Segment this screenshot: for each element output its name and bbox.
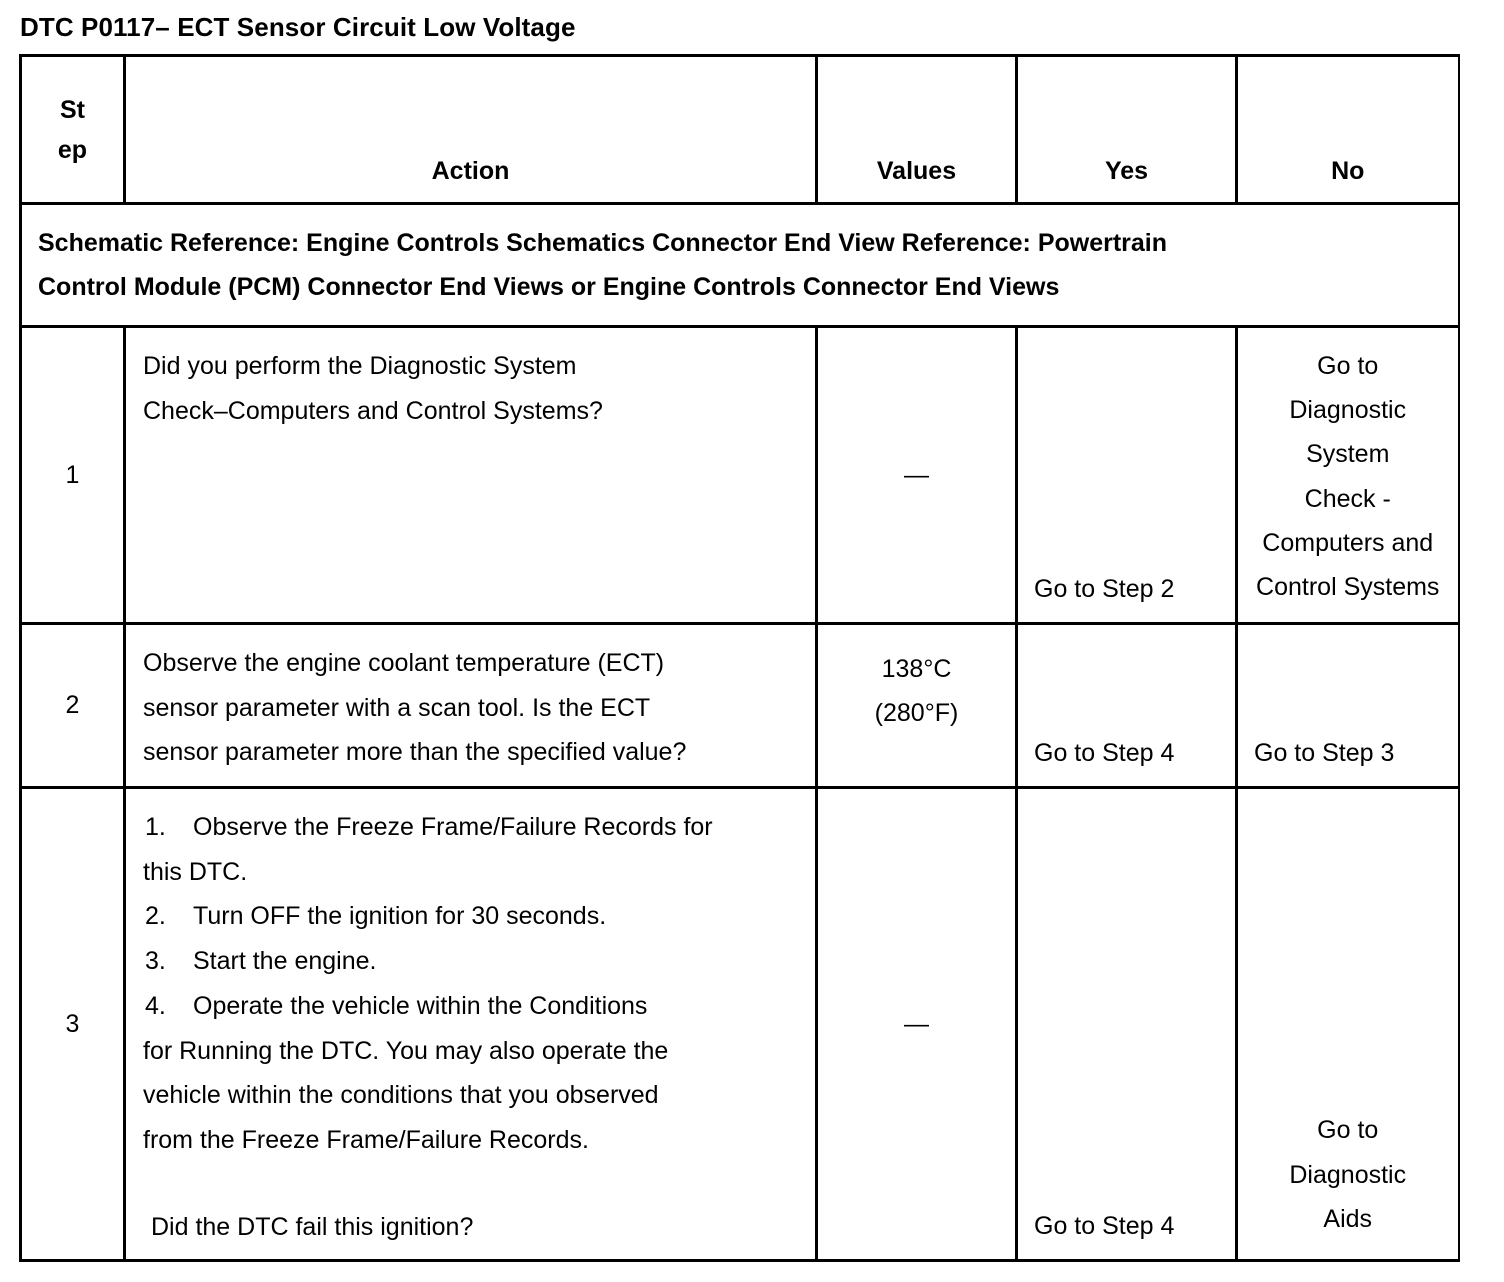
no-header: No	[1237, 56, 1459, 204]
value-celsius: 138°C	[881, 655, 952, 683]
action-line: sensor parameter more than the specified value?	[143, 738, 687, 767]
step-number: 1	[21, 327, 125, 624]
list-item	[143, 805, 799, 850]
no-line: Diagnostic	[1289, 396, 1407, 425]
list-continuation: vehicle within the conditions that you observed	[143, 1081, 659, 1110]
action-cell	[125, 624, 817, 788]
list-text: Start the engine.	[193, 947, 377, 976]
list-item	[143, 894, 799, 939]
no-line: Control Systems	[1256, 573, 1440, 602]
step-number: 2	[21, 624, 125, 788]
value-fahrenheit: (280°F)	[874, 699, 959, 727]
no-cell: Go to Step 3	[1237, 624, 1459, 788]
yes-cell: Go to Step 2	[1017, 327, 1237, 624]
step-header	[21, 56, 125, 204]
header-row	[21, 56, 1459, 204]
action-header: Action	[125, 56, 817, 204]
list-item	[143, 939, 799, 984]
table-row	[21, 624, 1459, 788]
no-line: Aids	[1323, 1205, 1373, 1234]
schematic-reference	[21, 204, 1459, 327]
list-text: Observe the Freeze Frame/Failure Records for	[193, 813, 713, 841]
yes-cell: Go to Step 4	[1017, 624, 1237, 788]
reference-line1: Schematic Reference: Engine Controls Schematics Connector End View Reference: Powertrain	[38, 229, 1168, 257]
list-number: 4.	[145, 991, 166, 1020]
table-row	[21, 327, 1459, 624]
no-line: Diagnostic	[1289, 1160, 1407, 1189]
no-cell	[1237, 327, 1459, 624]
spacer	[143, 1163, 799, 1205]
action-cell	[125, 327, 817, 624]
no-cell	[1237, 788, 1459, 1261]
action-cell	[125, 788, 817, 1261]
action-line: Observe the engine coolant temperature (ECT)	[143, 649, 665, 677]
list-item	[143, 984, 799, 1029]
action-line: Did you perform the Diagnostic System	[143, 352, 577, 380]
list-number: 2.	[145, 902, 166, 931]
list-text: Operate the vehicle within the Conditions	[193, 991, 648, 1020]
no-line: Go to	[1317, 352, 1379, 380]
table-row	[21, 788, 1459, 1261]
step-header-line2: ep	[57, 135, 88, 164]
value-cell: —	[817, 327, 1017, 624]
no-line: System	[1306, 440, 1390, 469]
step-header-line1: St	[60, 95, 85, 124]
list-number: 1.	[145, 813, 166, 841]
value-cell	[817, 624, 1017, 788]
yes-header: Yes	[1017, 56, 1237, 204]
step-question: Did the DTC fail this ignition?	[151, 1212, 474, 1241]
values-header: Values	[817, 56, 1017, 204]
reference-line2: Control Module (PCM) Connector End Views or Engine Controls Connector End Views	[38, 273, 1060, 301]
list-number: 3.	[145, 947, 166, 976]
diagnostic-table	[19, 54, 1460, 1262]
page-title: DTC P0117– ECT Sensor Circuit Low Voltage	[20, 12, 576, 42]
list-continuation: for Running the DTC. You may also operate the	[143, 1036, 669, 1065]
list-text: Turn OFF the ignition for 30 seconds.	[193, 902, 607, 931]
value-cell: —	[817, 788, 1017, 1261]
action-line: sensor parameter with a scan tool. Is the ECT	[143, 693, 651, 722]
no-line: Go to	[1317, 1116, 1379, 1145]
no-line: Check -	[1304, 484, 1391, 513]
reference-row	[21, 204, 1459, 327]
action-line: Check–Computers and Control Systems?	[143, 396, 603, 425]
no-line: Computers and	[1262, 528, 1434, 557]
list-continuation: this DTC.	[143, 857, 248, 886]
yes-cell: Go to Step 4	[1017, 788, 1237, 1261]
step-number: 3	[21, 788, 125, 1261]
list-continuation: from the Freeze Frame/Failure Records.	[143, 1125, 589, 1154]
